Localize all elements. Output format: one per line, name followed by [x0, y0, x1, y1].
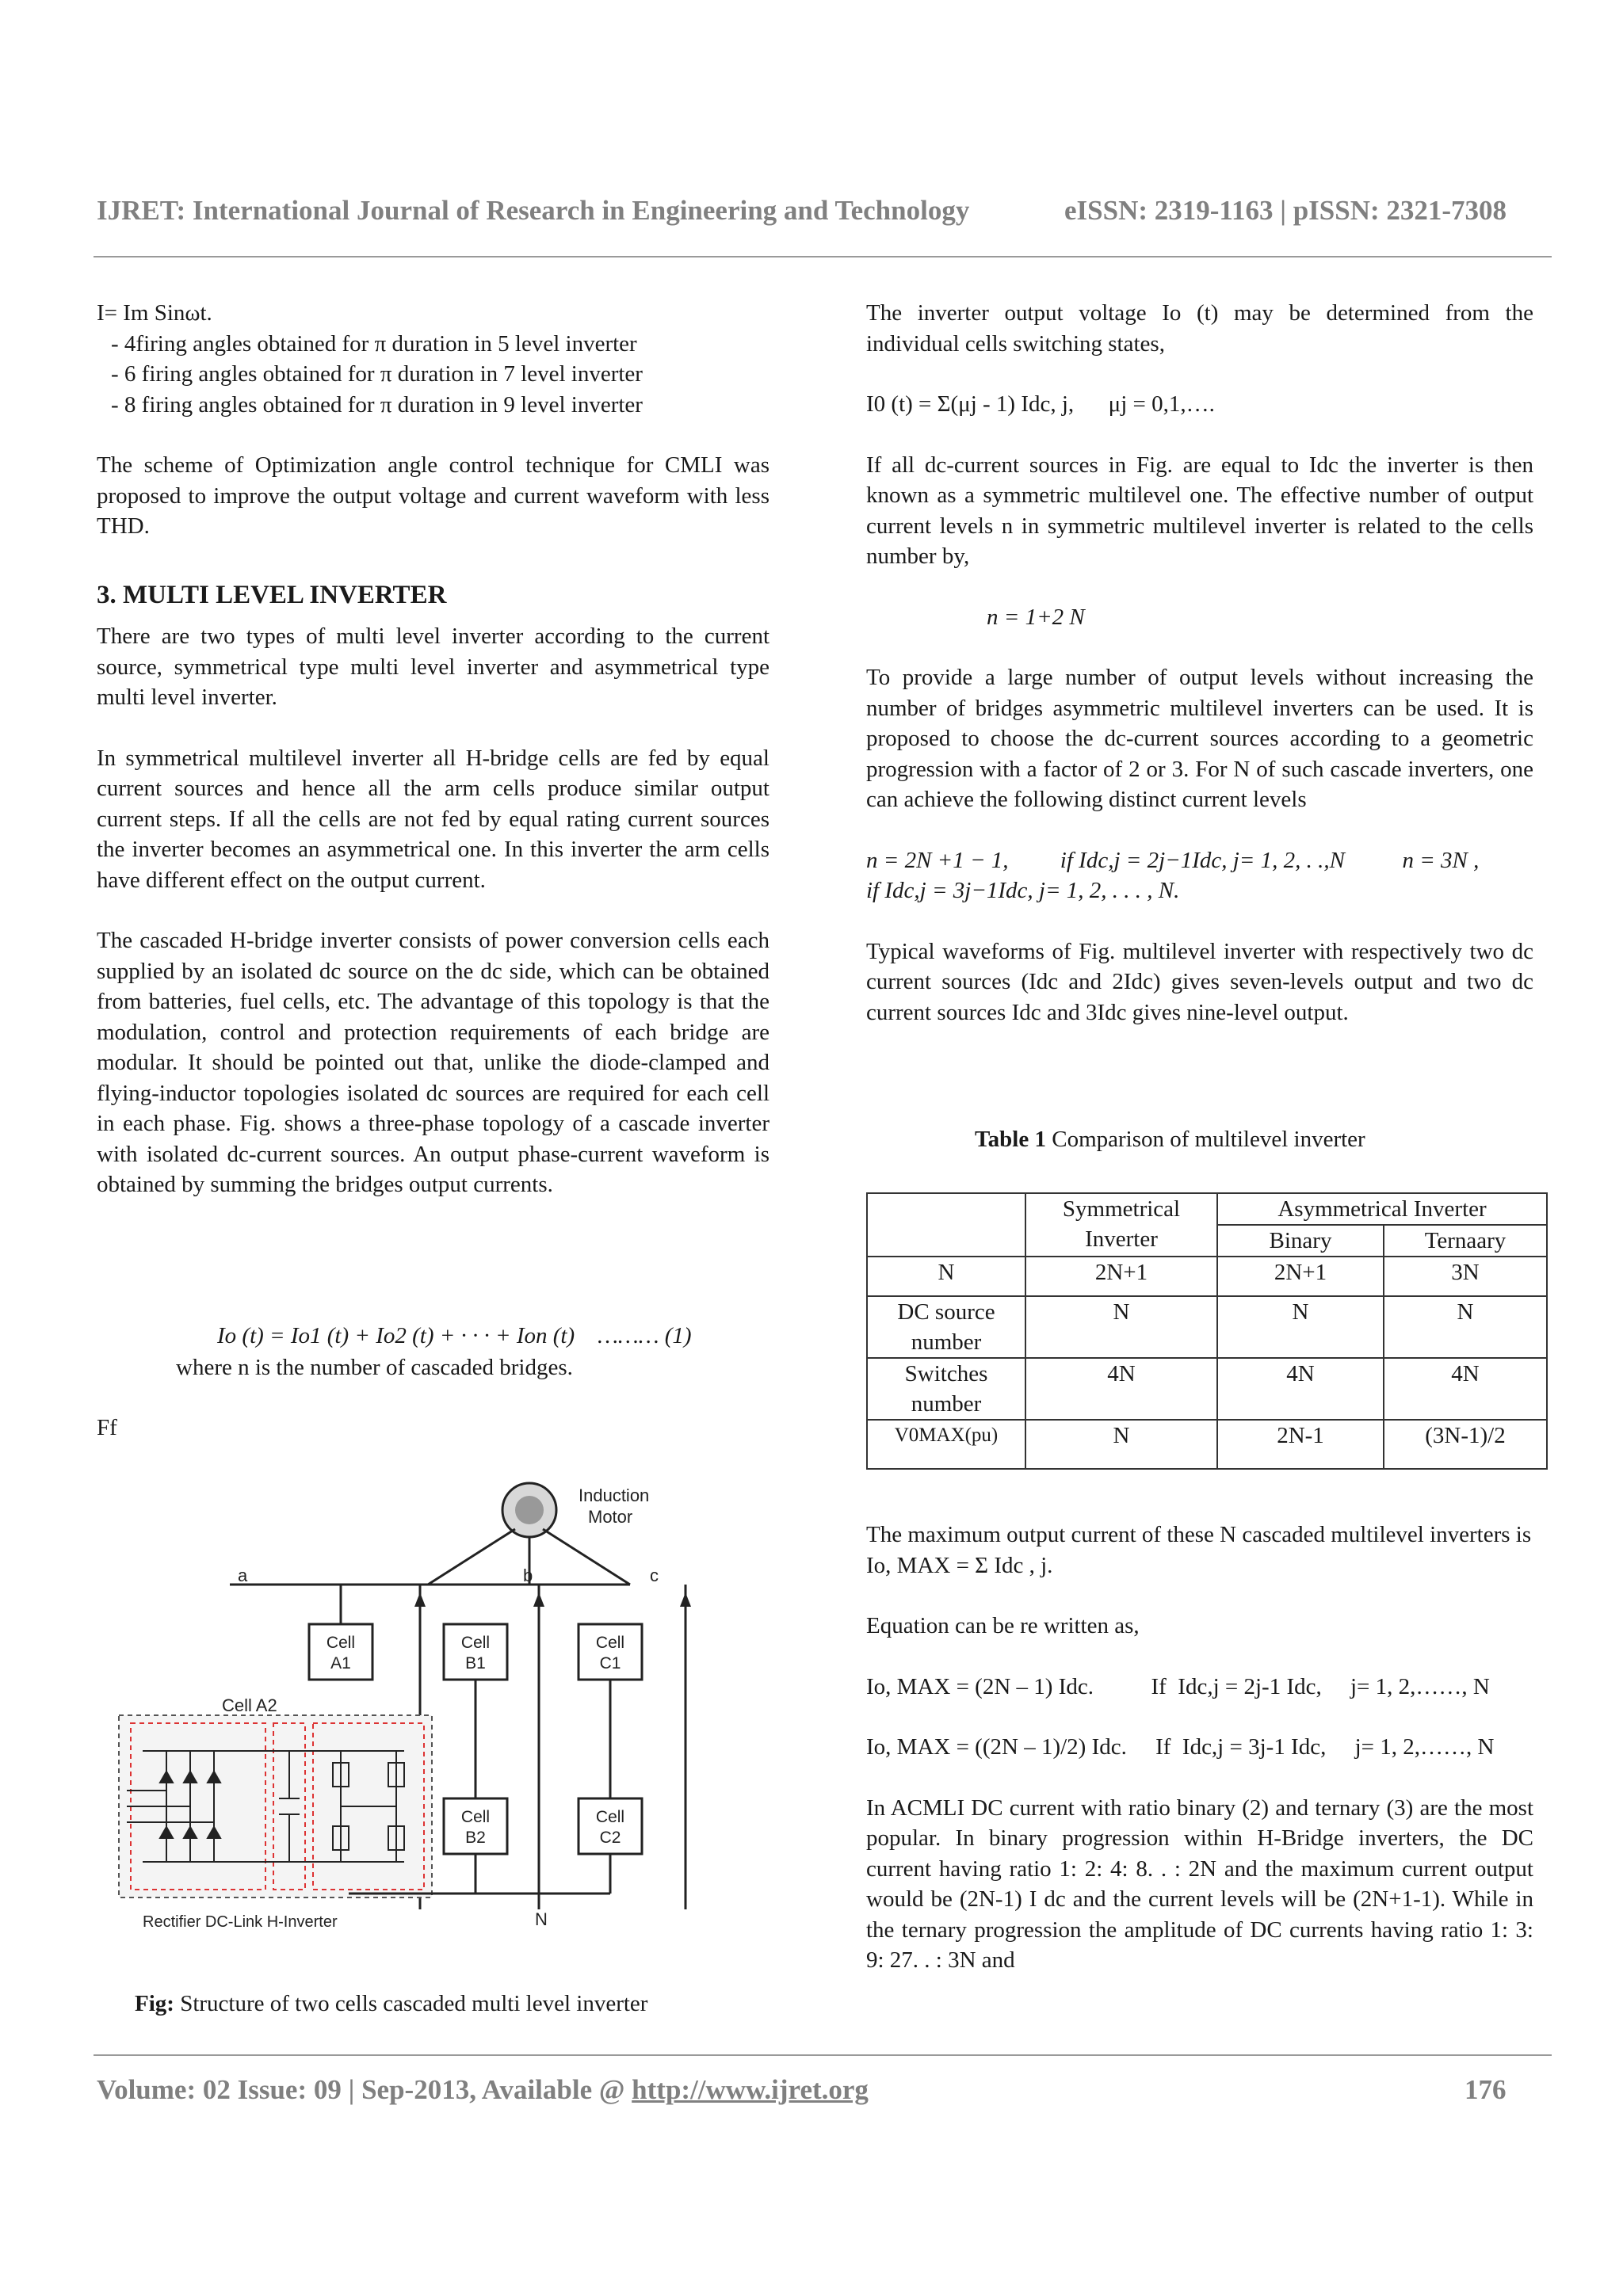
comparison-table — [866, 1192, 1548, 1470]
table-header: Ternaary — [1384, 1225, 1547, 1257]
svg-text:C1: C1 — [599, 1654, 621, 1672]
svg-text:Cell: Cell — [460, 1634, 491, 1652]
equation-6: Io, MAX = (2N – 1) Idc. If Idc,j = 2j-1 Idc, j= 1, 2,……, N — [866, 1673, 1490, 1699]
paragraph: To provide a large number of output levels without increasing the number of bridges asymmetric multilevel inverters can be used. It is proposed to choose the dc-current sources according to a geometric progression with a factor of 2 or 3. For N of such cascade inverters, one can achieve the following distinct current levels — [866, 665, 1533, 812]
table-corner-cell — [867, 1193, 1025, 1257]
svg-text:Cell: Cell — [595, 1634, 625, 1652]
table-row — [867, 1296, 1547, 1358]
paragraph: Typical waveforms of Fig. multilevel inverter with respectively two dc current sources (Idc and 2Idc) gives seven-levels output and two dc current sources Idc and 3Idc gives nine-level output. — [866, 938, 1533, 1025]
phase-b-label: b — [523, 1566, 533, 1585]
table-header: Binary — [1217, 1225, 1384, 1257]
figure-caption-bold: Fig: — [135, 1991, 174, 2016]
section-heading: 3. MULTI LEVEL INVERTER — [97, 580, 447, 609]
phase-a-label: a — [238, 1566, 248, 1585]
issn: eISSN: 2319-1163 | pISSN: 2321-7308 — [1064, 195, 1507, 226]
svg-text:Cell: Cell — [595, 1808, 625, 1826]
paragraph: In ACMLI DC current with ratio binary (2) and ternary (3) are the most popular. In binary progression within H-Bridge inverters, the DC current having ratio 1: 2: 4: 8. . : 2N and the maximum current output would be (2N-1) I dc and the current levels will be (2N+1-1). While in the ternary progression the amplitude of DC currents having ratio 1: 3: 9: 27. . : 3N and — [866, 1794, 1533, 1973]
table-cell: N — [1217, 1296, 1384, 1358]
cascaded-inverter-figure — [111, 1466, 761, 1933]
motor-label: Induction — [579, 1486, 650, 1505]
figure-caption-text: Structure of two cells cascaded multi level inverter — [174, 1991, 648, 2016]
table-cell: N — [1384, 1296, 1547, 1358]
table-cell: 4N — [1384, 1358, 1547, 1420]
paragraph: In symmetrical multilevel inverter all H-bridge cells are fed by equal current sources and hence all the arm cells produce similar output current steps. If all the cells are not fed by equal rating current sources the inverter becomes an asymmetrical one. In this inverter the arm cells have different effect on the output current. — [97, 745, 769, 893]
left-column — [97, 298, 769, 1200]
equation-1: Io (t) = Io1 (t) + Io2 (t) + · · · + Ion (t) ……… (1) — [217, 1323, 692, 1348]
table-cell: Switches number — [867, 1358, 1025, 1420]
svg-text:Motor: Motor — [588, 1507, 633, 1527]
table-cell: 3N — [1384, 1257, 1547, 1296]
table-cell: 2N+1 — [1217, 1257, 1384, 1296]
paragraph: There are two types of multi level inverter according to the current source, symmetrical type multi level inverter and asymmetrical type multi level inverter. — [97, 624, 769, 710]
figure-caption — [135, 1991, 647, 2017]
table-cell: V0MAX(pu) — [867, 1420, 1025, 1469]
bullet-item: - 6 firing angles obtained for π duration in 7 level inverter — [111, 361, 643, 387]
paragraph: The scheme of Optimization angle control technique for CMLI was proposed to improve the output voltage and current waveform with less THD. — [97, 452, 769, 539]
svg-text:Cell: Cell — [460, 1808, 491, 1826]
paragraph: Equation can be re written as, — [866, 1613, 1140, 1638]
table-cell: 4N — [1217, 1358, 1384, 1420]
stray-text: Ff — [97, 1415, 117, 1440]
footer-volume — [97, 2074, 869, 2106]
table-row — [867, 1358, 1547, 1420]
right-column-lower — [866, 1520, 1533, 1976]
table-cell: N — [1025, 1420, 1217, 1469]
table-cell: N — [1025, 1296, 1217, 1358]
page-number: 176 — [1465, 2074, 1507, 2105]
table-cell: DC source number — [867, 1296, 1025, 1358]
paragraph: The cascaded H-bridge inverter consists of power conversion cells each supplied by an isolated dc source on the dc side, which can be obtained from batteries, fuel cells, etc. The advantage of this topology is that the modulation, control and protection requirements of each bridge are modular. It should be pointed out that, unlike the diode-clamped and flying-inductor topologies isolated dc sources are required for each cell in each phase. Fig. shows a three-phase topology of a cascade inverter with isolated dc-current sources. An output phase-current waveform is obtained by summing the bridges output currents. — [97, 928, 769, 1197]
svg-text:Cell: Cell — [326, 1634, 356, 1652]
equation-4: n = 2N +1 − 1, if Idc,j = 2j−1Idc, j= 1, 2, . .,N n = 3N , if Idc,j = 3j−1Idc, j= 1, 2, . . . , N. — [866, 847, 1577, 903]
table-cell: (3N-1)/2 — [1384, 1420, 1547, 1469]
table-cell: 2N+1 — [1025, 1257, 1217, 1296]
cell-a2-label: Cell A2 — [222, 1695, 277, 1715]
table-caption-text: Comparison of multilevel inverter — [1046, 1127, 1365, 1152]
table-cell: N — [867, 1257, 1025, 1296]
footer-volume-text: Volume: 02 Issue: 09 | Sep-2013, Available @ — [97, 2074, 632, 2105]
equation-1-where: where n is the number of cascaded bridges. — [176, 1355, 573, 1380]
table-header: Asymmetrical Inverter — [1217, 1193, 1547, 1225]
paragraph: The maximum output current of these N cascaded multilevel inverters is — [866, 1522, 1532, 1547]
svg-text:C2: C2 — [599, 1829, 621, 1847]
bullet-item: - 8 firing angles obtained for π duration in 9 level inverter — [111, 391, 643, 418]
right-column — [866, 298, 1577, 1028]
paragraph: The inverter output voltage Io (t) may be determined from the individual cells switching states, — [866, 300, 1533, 357]
table-cell: 2N-1 — [1217, 1420, 1384, 1469]
table-row — [867, 1420, 1547, 1469]
table-cell: 4N — [1025, 1358, 1217, 1420]
bottom-labels: Rectifier DC-Link H-Inverter — [143, 1913, 338, 1931]
table-caption-bold: Table 1 — [975, 1127, 1046, 1152]
table-row — [867, 1257, 1547, 1296]
equation-2: I0 (t) = Σ(μj - 1) Idc, j, μj = 0,1,…. — [866, 391, 1215, 417]
svg-text:A1: A1 — [330, 1654, 351, 1672]
footer-rule — [94, 2054, 1552, 2056]
equation-3: n = 1+2 N — [987, 604, 1085, 630]
header-rule — [94, 256, 1552, 257]
journal-title: IJRET: International Journal of Research in Engineering and Technology — [97, 195, 970, 226]
equation-5: Io, MAX = Σ Idc , j. — [866, 1552, 1053, 1578]
paragraph: If all dc-current sources in Fig. are equal to Idc the inverter is then known as a symmetric multilevel one. The effective number of output current levels n in symmetric multilevel inverter is related to the cells number by, — [866, 452, 1533, 569]
svg-text:B2: B2 — [465, 1829, 486, 1847]
table-caption — [975, 1127, 1365, 1153]
bullet-item: - 4firing angles obtained for π duration in 5 level inverter — [111, 330, 637, 357]
table-header: Symmetrical Inverter — [1025, 1193, 1217, 1257]
journal-link[interactable]: http://www.ijret.org — [632, 2074, 869, 2105]
svg-text:B1: B1 — [465, 1654, 486, 1672]
equation-7: Io, MAX = ((2N – 1)/2) Idc. If Idc,j = 3j-1 Idc, j= 1, 2,……, N — [866, 1734, 1495, 1760]
formula-i: I= Im Sinωt. — [97, 300, 212, 326]
phase-c-label: c — [650, 1566, 659, 1585]
neutral-label: N — [535, 1909, 548, 1929]
